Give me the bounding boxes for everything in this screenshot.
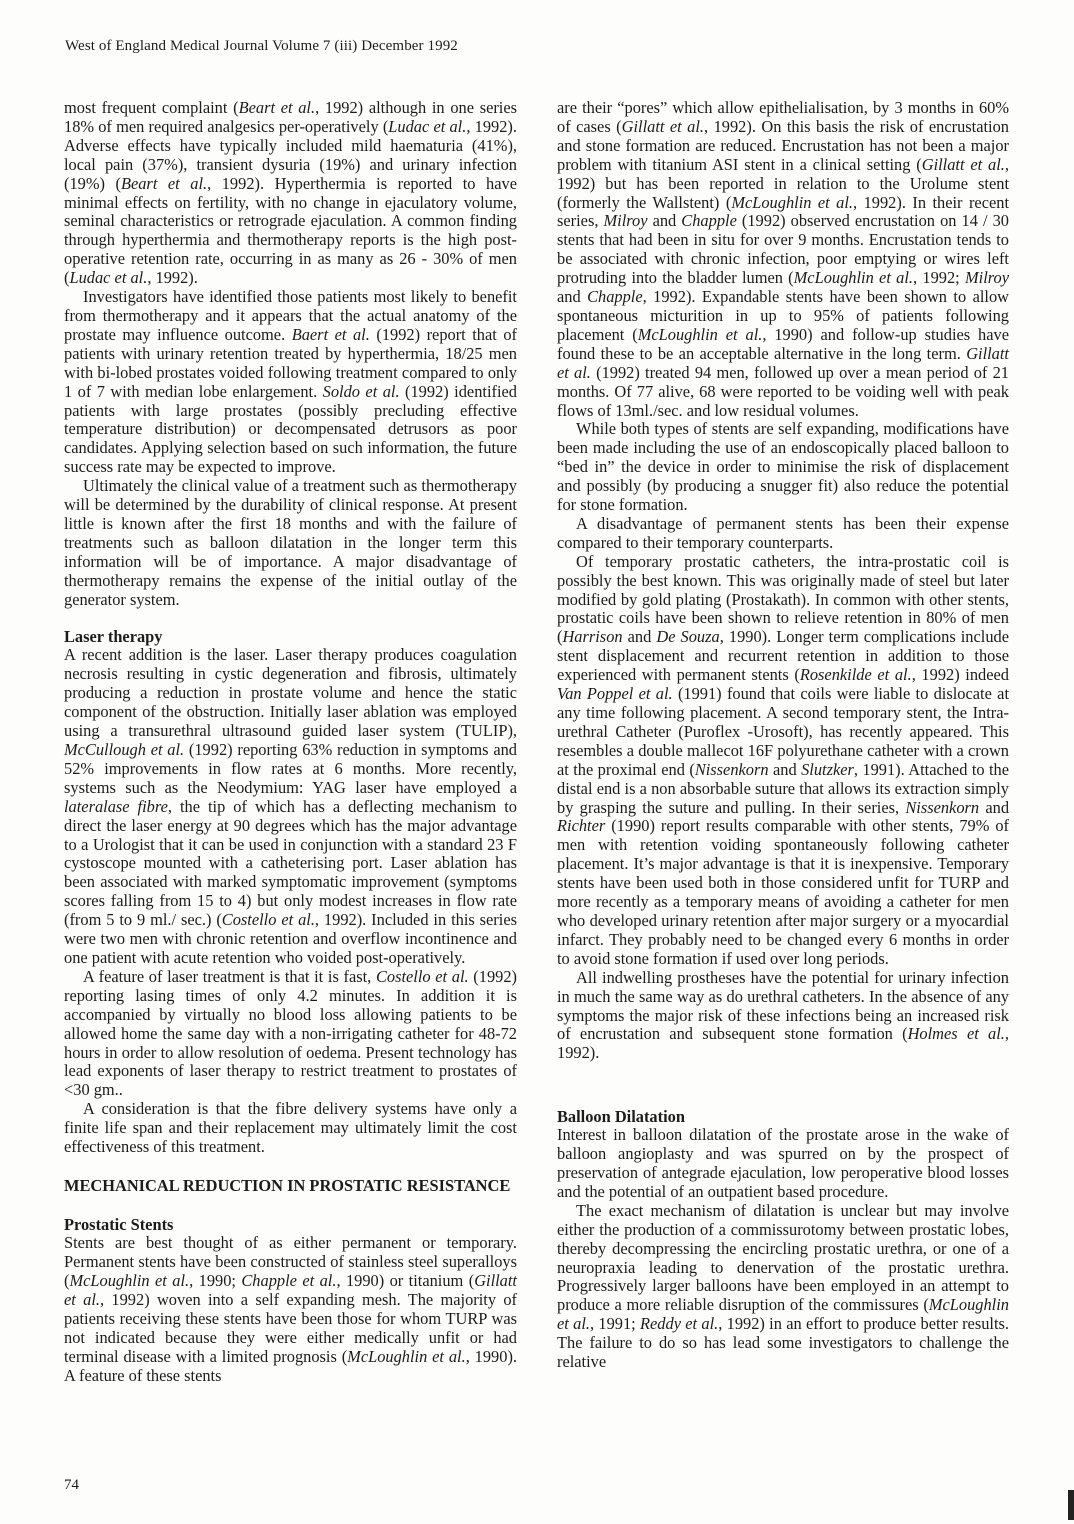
citation-italic: Costello et al. (375, 966, 469, 986)
running-head: West of England Medical Journal Volume 7 (iii) December 1992 (65, 38, 458, 54)
citation-italic: Milroy (964, 268, 1009, 288)
citation-italic: Ludac et al. (388, 116, 467, 136)
citation-italic: Rosenkilde et al. (799, 665, 912, 685)
paragraph: Ultimately the clinical value of a treatment such as thermotherapy will be determined by the durability of clinical response. At present little is known after the first 18 months and with the failure of treatments such as balloon dilatation in the longer term this information will be of importance. A major disadvantage of thermotherapy remains the expense of the initial outlay of the generator system. (64, 476, 517, 609)
citation-italic: Beart et al. (120, 173, 208, 193)
citation-italic: McLoughlin et al. (731, 192, 854, 212)
citation-italic: Slutzker (801, 759, 854, 779)
paragraph: most frequent complaint (Beart et al., 1992) although in one series 18% of men required analgesics per-operatively (Ludac et al., 1992). Adverse effects have typically included mild haematuria (41%), local pain (37%), transient dysuria (19%) and urinary infection (19%) (Beart et al., 1992). Hyperthermia is reported to have minimal effects on fertility, with no change in ejaculatory volume, seminal characteristics or retrograde ejaculation. A common finding through hyperthermia and thermotherapy reports is the high post-operative retention rate, occurring in as many as 26 - 30% of men (Ludac et al., 1992). (64, 98, 518, 288)
citation-italic: Gillatt et al. (921, 154, 1005, 174)
citation-italic: Reddy et al. (640, 1314, 719, 1334)
citation-italic: Soldo et al. (322, 381, 400, 401)
citation-italic: Gillatt et al. (64, 1271, 517, 1310)
citation-italic: McCullough et al. (64, 740, 185, 759)
citation-italic: De Souza (656, 627, 720, 647)
citation-italic: Chapple (681, 211, 737, 231)
paragraph: A consideration is that the fibre delivery systems have only a finite life span and their replacement may ultimately limit the cost effectiveness of this treatment. (64, 1099, 517, 1157)
citation-italic: Milroy (603, 211, 648, 231)
citation-italic: McLoughlin et al. (793, 268, 913, 288)
citation-italic: Nissenkorn (694, 759, 769, 779)
citation-italic: McLoughlin et al. (637, 324, 763, 344)
citation-italic: Beart et al. (238, 98, 316, 117)
citation-italic: Van Poppel et al. (557, 684, 673, 704)
paragraph: The exact mechanism of dilatation is unclear but may involve either the production of a commissurotomy between prostatic lobes, thereby decompressing the encircling prostatic urethra, or one of a neuropraxia leading to denervation of the prostatic urethra. Progressively larger balloons have been employed in an attempt to produce a more reliable disruption of the commissures (McLoughlin et al., 1991; Reddy et al., 1992) in an effort to produce better results. The failure to do so has lead some investigators to challenge the relative (557, 1200, 1009, 1372)
paragraph: A recent addition is the laser. Laser therapy produces coagulation necrosis resulting in cystic degeneration and fibrosis, ultimately producing a reduction in prostate volume and hence the static component of the obstruction. Initially laser ablation was employed using a transurethral ultrasound guided laser system (TULIP), McCullough et al. (1992) reporting 63% reduction in symptoms and 52% improvements in flow rates at 6 months. More recently, systems such as the Neodymium: YAG laser have employed a lateralase fibre, the tip of which has a deflecting mechanism to direct the laser energy at 90 degrees which has the major advantage to a Urologist that it can be used in conjunction with a standard 23 F cystoscope mounted with a catheterising port. Laser ablation has been associated with marked symptomatic improvement (symptoms scores falling from 15 to 4) but only modest increases in flow rate (from 5 to 9 ml./ sec.) (Costello et al., 1992). Included in this series were two men with chronic retention and overflow incontinence and one patient with acute retention who voided post-operatively. (64, 645, 517, 967)
citation-italic: Gillatt et al. (557, 343, 1009, 382)
right-column (557, 99, 1009, 1372)
paragraph: Of temporary prostatic catheters, the intra-prostatic coil is possibly the best known. This was originally made of steel but later modified by gold plating (Prostakath). In common with other stents, prostatic coils have been shown to relieve retention in 80% of men (Harrison and De Souza, 1990). Longer term complications include stent displacement and recurrent retention in addition to those experienced with permanent stents (Rosenkilde et al., 1992) indeed Van Poppel et al. (1991) found that coils were liable to dislocate at any time following placement. A second temporary stent, the Intra-urethral Catheter (Puroflex -Urosoft), has recently appeared. This resembles a double mallecot 16F polyurethane catheter with a crown at the proximal end (Nissenkorn and Slutzker, 1991). Attached to the distal end is a non absorbable suture that allows its extraction simply by grasping the suture and pulling. In their series, Nissenkorn and Richter (1990) report results comparable with other stents, 79% of men with retention voiding spontaneously following catheter placement. It’s major advantage is that it is inexpensive. Temporary stents have been used both in those considered unfit for TURP and more recently as a temporary means of avoiding a catheter for men who developed urinary retention after major surgery or a myocardial infarct. They probably need to be changed every 6 months in order to avoid stone formation if used over long periods. (557, 551, 1010, 968)
paragraph: Investigators have identified those patients most likely to benefit from thermotherapy and it appears that the actual anatomy of the prostate may influence outcome. Baert et al. (1992) report that of patients with urinary retention treated by hyperthermia, 18/25 men with bi-lobed prostates voided following treatment compared to only 1 of 7 with median lobe enlargement. Soldo et al. (1992) identified patients with large prostates (possibly precluding effective temperature distribution) or decompensated detrusors as poor candidates. Applying selection based on such information, the future success rate may be expected to improve. (64, 287, 517, 477)
citation-italic: Gillatt et al. (621, 116, 705, 136)
page-number: 74 (64, 1477, 79, 1493)
citation-italic: Baert et al. (291, 324, 370, 344)
citation-italic: Richter (557, 816, 606, 836)
citation-italic: Chapple et al. (241, 1271, 337, 1291)
paragraph: All indwelling prostheses have the potential for urinary infection in much the same way as do urethral catheters. In the absence of any symptoms the major risk of these infections being an increased risk of encrustation and subsequent stone formation (Holmes et al., 1992). (557, 967, 1009, 1063)
paragraph: A feature of laser treatment is that it is fast, Costello et al. (1992) reporting lasing times of only 4.2 minutes. In addition it is accompanied by virtually no blood loss allowing patients to be allowed home the same day with a non-irrigating catheter for 48-72 hours in order to allow resolution of oedema. Present technology has lead exponents of laser therapy to restrict treatment to prostates of <30 gm.. (64, 966, 517, 1100)
citation-italic: Harrison (562, 627, 623, 647)
paragraph: A disadvantage of permanent stents has been their expense compared to their temporary counterparts. (557, 513, 1009, 552)
paragraph: Stents are best thought of as either permanent or temporary. Permanent stents have been constructed of stainless steel superalloys (McLoughlin et al., 1990; Chapple et al., 1990) or titanium (Gillatt et al., 1992) woven into a self expanding mesh. The majority of patients receiving these stents have been those for whom TURP was not indicated because they were either medically unfit or had terminal disease with a limited prognosis (McLoughlin et al., 1990). A feature of these stents (64, 1233, 517, 1385)
citation-italic: lateralase fibre (64, 796, 168, 816)
citation-italic: McLoughlin et al. (69, 1271, 190, 1291)
section-heading-mechanical-reduction: MECHANICAL REDUCTION IN PROSTATIC RESISTANCE (64, 1175, 511, 1195)
left-column (64, 99, 517, 1386)
paragraph: are their “pores” which allow epithelialisation, by 3 months in 60% of cases (Gillatt et al., 1992). On this basis the risk of encrustation and stone formation are reduced. Encrustation has not been a major problem with titanium ASI stent in a clinical setting (Gillatt et al., 1992) but has been reported in relation to the Urolume stent (formerly the Wallstent) (McLoughlin et al., 1992). In their recent series, Milroy and Chapple (1992) observed encrustation on 14 / 30 stents that had been in situ for over 9 months. Encrustation tends to be associated with chronic infection, poor emptying or wires left protruding into the bladder lumen (McLoughlin et al., 1992; Milroy and Chapple, 1992). Expandable stents have been shown to allow spontaneous micturition in up to 95% of patients following placement (McLoughlin et al., 1990) and follow-up studies have found these to be an acceptable alternative in the long term. Gillatt et al. (1992) treated 94 men, followed up over a mean period of 21 months. Of 77 alive, 68 were reported to be voiding well with peak flows of 13ml./sec. and low residual volumes. (557, 98, 1010, 420)
citation-italic: Costello et al. (221, 910, 315, 930)
citation-italic: Nissenkorn (905, 797, 980, 817)
section-heading-prostatic-stents: Prostatic Stents (64, 1215, 174, 1235)
section-heading-balloon-dilatation: Balloon Dilatation (557, 1107, 685, 1127)
paragraph: Interest in balloon dilatation of the prostate arose in the wake of balloon angioplasty and was spurred on by the prospect of preservation of antegrade ejaculation, low peroperative blood losses and the potential of an outpatient based procedure. (557, 1125, 1009, 1201)
citation-italic: Ludac et al. (69, 268, 148, 288)
paragraph: While both types of stents are self expanding, modifications have been made including the use of an endoscopically placed balloon to “bed in” the device in order to minimise the risk of displacement and possibly (by producing a snugger fit) also reduce the potential for stone formation. (557, 419, 1009, 515)
section-heading-laser-therapy: Laser therapy (64, 627, 163, 647)
citation-italic: McLoughlin et al. (347, 1346, 466, 1366)
scan-edge-mark (1068, 1490, 1074, 1520)
citation-italic: McLoughlin et al. (557, 1295, 1009, 1334)
citation-italic: Holmes et al. (907, 1024, 1005, 1044)
citation-italic: Chapple (587, 287, 643, 307)
